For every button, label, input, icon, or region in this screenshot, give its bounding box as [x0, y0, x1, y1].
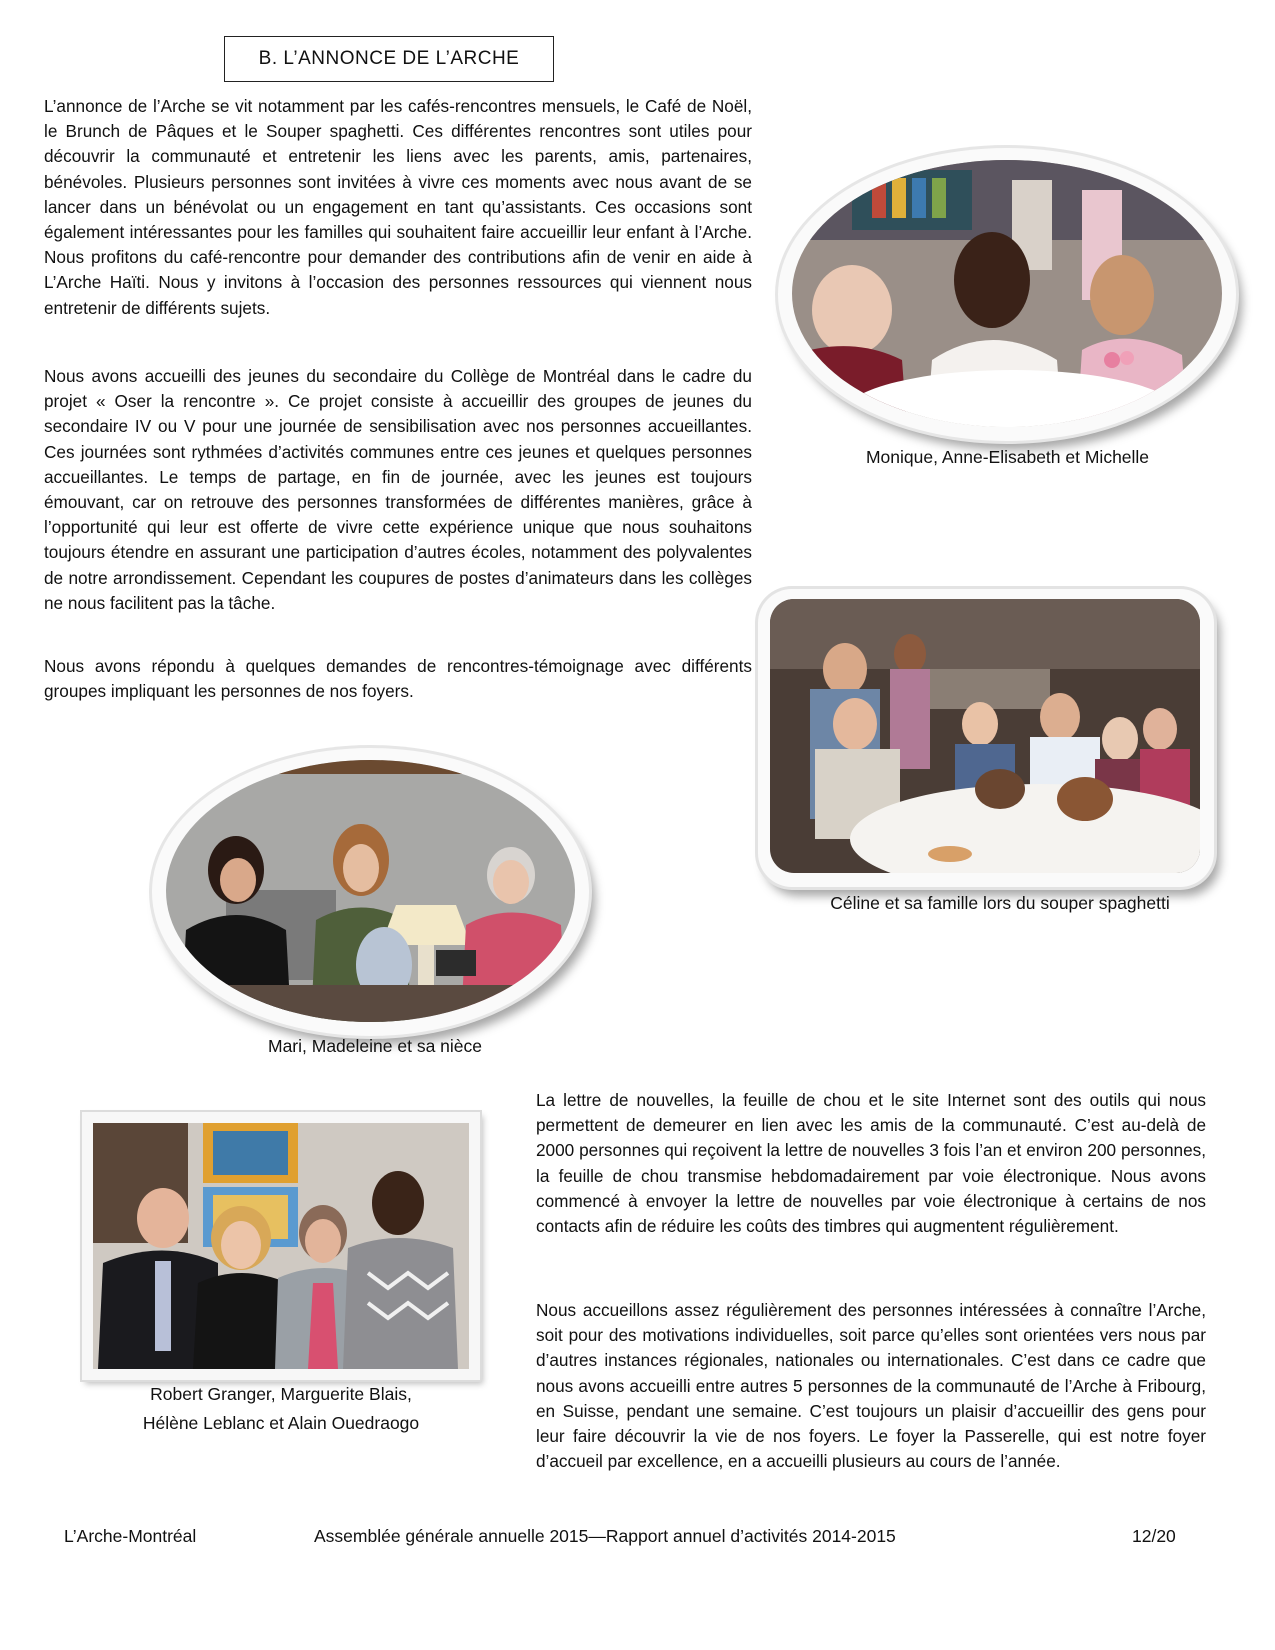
photo-granger-blais-leblanc-ouedraogo: [82, 1112, 480, 1380]
paragraph-lettre-nouvelles: La lettre de nouvelles, la feuille de chou et le site Internet sont des outils qui nous permettent de demeurer en lien avec les amis de la communauté. C’est au-delà de 2000 personnes qui reçoivent la lettre de nouvelles 3 fois l’an et environ 200 personnes, la feuille de chou transmise hebdomadairement par voie électronique. Nous avons commencé à envoyer la lettre de nouvelles par voie électronique à certains de nos contacts afin de réduire les coûts des timbres qui augmentent régulièrement.: [536, 1090, 1206, 1237]
section-heading-text: B. L’ANNONCE DE L’ARCHE: [258, 48, 520, 69]
footer-report-title: Assemblée générale annuelle 2015—Rapport annuel d’activités 2014-2015: [314, 1526, 896, 1546]
caption-photo-4-line2: Hélène Leblanc et Alain Ouedraogo: [142, 1413, 420, 1433]
paragraph-temoignage: Nous avons répondu à quelques demandes de rencontres-témoignage avec différents groupes impliquant les personnes de nos foyers.: [44, 656, 752, 702]
paragraph-college: Nous avons accueilli des jeunes du secondaire du Collège de Montréal dans le cadre du projet « Oser la rencontre ». Ce projet consiste à accueillir des groupes de jeunes du secondaire IV ou V pour une journée de sensibilisation avec nos personnes accueillantes. Ces journées sont rythmées d’activités communes entre ces jeunes et quelques personnes accueillantes. Le temps de partage, en fin de journée, avec les jeunes est toujours émouvant, car on retrouve des personnes transformées de différentes manières, grâce à l’opportunité qui leur est offerte de vivre cette expérience unique que nous souhaitons toujours étendre en assurant une participation d’autres écoles, notamment des polyvalentes de notre arrondissement. Cependant les coupures de postes d’animateurs dans les collèges ne nous facilitent pas la tâche.: [44, 366, 752, 613]
caption-photo-3: Mari, Madeleine et sa nièce: [268, 1036, 482, 1056]
photo-celine-souper-spaghetti: [758, 589, 1214, 887]
photo-mari-madeleine-niece: [152, 748, 589, 1036]
photo-monique-anne-elisabeth-michelle: [778, 148, 1236, 441]
caption-photo-1: Monique, Anne-Elisabeth et Michelle: [865, 447, 1150, 467]
section-heading: [224, 36, 554, 82]
footer-organization: L’Arche-Montréal: [64, 1526, 197, 1546]
caption-photo-4-line1: Robert Granger, Marguerite Blais,: [150, 1384, 412, 1404]
caption-photo-4: [110, 1380, 452, 1438]
paragraph-accueil: Nous accueillons assez régulièrement des personnes intéressées à connaître l’Arche, soit pour des motivations individuelles, soit parce qu’elles sont orientées vers nous par d’autres instances régionales, nationales ou internationales. C’est dans ce cadre que nous avons accueilli entre autres 5 personnes de la communauté de l’Arche à Fribourg, en Suisse, pendant une semaine. C’est toujours un plaisir d’accueillir des gens pour leur faire découvrir la vie de nos foyers. Le foyer la Passerelle, qui est notre foyer d’accueil par excellence, en a accueilli plusieurs au cours de l’année.: [536, 1300, 1206, 1472]
footer-page-number: 12/20: [1132, 1526, 1176, 1546]
paragraph-annonce: L’annonce de l’Arche se vit notamment par les cafés-rencontres mensuels, le Café de Noël, le Brunch de Pâques et le Souper spaghetti. Ces différentes rencontres sont utiles pour découvrir la communauté et entretenir les liens avec les parents, amis, partenaires, bénévoles. Plusieurs personnes sont invitées à vivre ces moments avec nous avant de se lancer dans un bénévolat ou un engagement en tant qu’assistants. Ces occasions sont également intéressantes pour les familles qui souhaitent faire accueillir leur enfant à l’Arche. Nous profitons du café-rencontre pour demander des contributions afin de venir en aide à L’Arche Haïti. Nous y invitons à l’occasion des personnes ressources qui viennent nous entretenir de différents sujets.: [44, 96, 752, 318]
caption-photo-2: Céline et sa famille lors du souper spaghetti: [830, 893, 1170, 913]
